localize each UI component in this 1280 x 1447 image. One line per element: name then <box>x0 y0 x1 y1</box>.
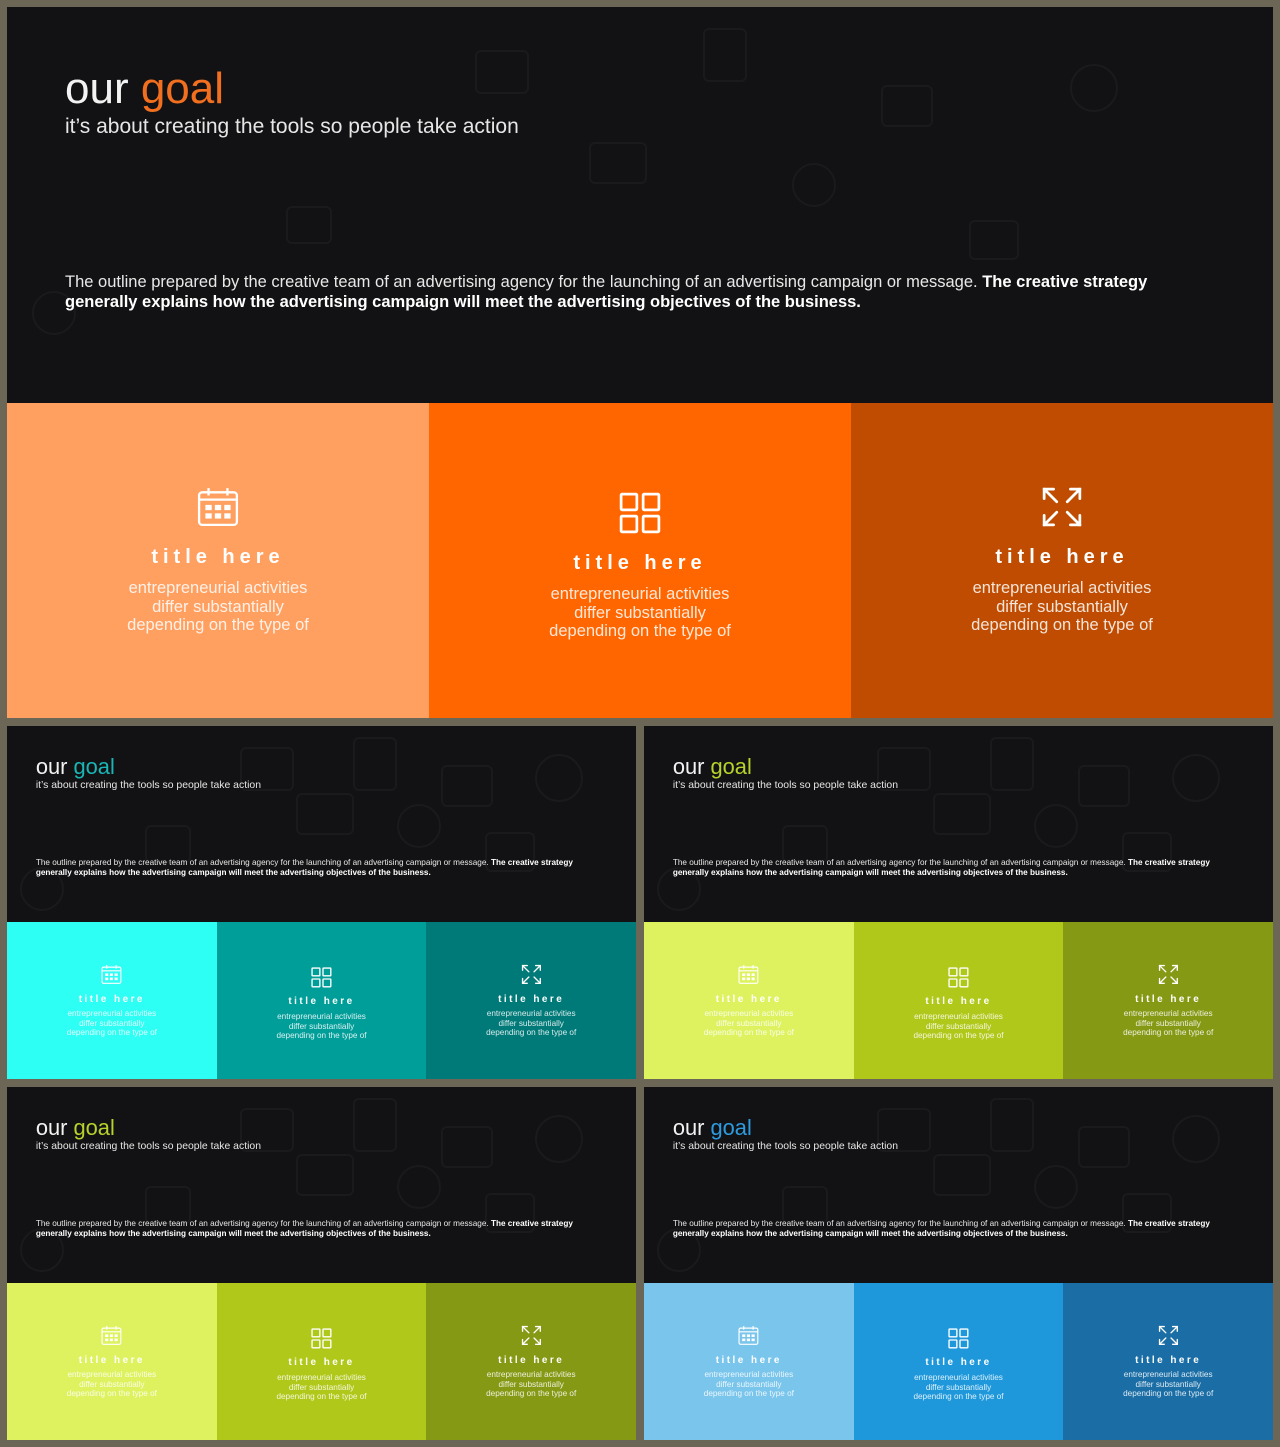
slide-header <box>35 1114 261 1152</box>
panel-description: entrepreneurial activities differ substantially depending on the type of <box>1123 1009 1214 1038</box>
calendar-icon <box>738 1325 759 1346</box>
panel-description: entrepreneurial activities differ substantially depending on the type of <box>66 1370 157 1399</box>
feature-panel-1 <box>7 1283 217 1440</box>
grid-icon <box>311 1328 332 1349</box>
calendar-icon <box>101 1325 122 1346</box>
panel-title: title here <box>78 993 145 1005</box>
slide-subtitle: it’s about creating the tools so people take action <box>35 1140 261 1152</box>
slide-body-text <box>673 858 1225 878</box>
panel-description: entrepreneurial activities differ substantially depending on the type of <box>486 1370 577 1399</box>
feature-panel-1 <box>7 403 429 718</box>
slide-title <box>65 64 519 113</box>
body-bold: The creative strategy generally explains how the advertising campaign will meet the advertising objectives of the business. <box>672 858 1210 878</box>
grid-icon <box>948 1328 969 1349</box>
slide-header <box>672 1114 898 1152</box>
slide-header <box>672 753 898 791</box>
panel-description: entrepreneurial activities differ substantially depending on the type of <box>549 584 731 641</box>
panel-description: entrepreneurial activities differ substantially depending on the type of <box>703 1370 794 1399</box>
title-plain: our <box>65 64 141 113</box>
panel-title: title here <box>1135 1354 1202 1366</box>
expand-arrows-icon <box>1041 486 1083 528</box>
feature-panel-3 <box>851 403 1273 718</box>
panel-title: title here <box>995 545 1129 568</box>
title-accent: goal <box>140 64 225 113</box>
expand-arrows-icon <box>1158 964 1179 985</box>
body-plain: The outline prepared by the creative team of an advertising agency for the launching of an advertising campaign or message. <box>672 858 1128 868</box>
feature-panels <box>7 403 1273 718</box>
panel-title: title here <box>1135 993 1202 1005</box>
title-accent: goal <box>710 753 752 779</box>
panel-description: entrepreneurial activities differ substantially depending on the type of <box>127 578 309 635</box>
body-bold: The creative strategy generally explains how the advertising campaign will meet the advertising objectives of the business. <box>35 1219 573 1239</box>
grid-icon <box>948 967 969 988</box>
title-plain: our <box>35 753 74 779</box>
feature-panel-2 <box>854 1283 1064 1440</box>
title-accent: goal <box>710 1114 752 1140</box>
slide-body-text <box>65 273 1175 313</box>
slide-body-text <box>673 1219 1225 1239</box>
panel-title: title here <box>288 996 355 1008</box>
feature-panel-2 <box>217 922 427 1079</box>
feature-panel-3 <box>1063 1283 1273 1440</box>
title-plain: our <box>35 1114 74 1140</box>
slide-title <box>672 753 898 779</box>
panel-title: title here <box>573 551 707 574</box>
expand-arrows-icon <box>521 1325 542 1346</box>
slide-body-text <box>36 858 588 878</box>
feature-panels <box>644 1283 1273 1440</box>
body-bold: The creative strategy generally explains how the advertising campaign will meet the advertising objectives of the business. <box>65 273 1148 311</box>
title-accent: goal <box>73 1114 115 1140</box>
body-plain: The outline prepared by the creative team of an advertising agency for the launching of an advertising campaign or message. <box>65 273 983 291</box>
slide-body-text <box>36 1219 588 1239</box>
panel-title: title here <box>151 545 285 568</box>
slide-title <box>35 1114 261 1140</box>
slide-subtitle: it’s about creating the tools so people take action <box>672 779 898 791</box>
panel-title: title here <box>925 996 992 1008</box>
panel-description: entrepreneurial activities differ substantially depending on the type of <box>703 1009 794 1038</box>
body-plain: The outline prepared by the creative team of an advertising agency for the launching of an advertising campaign or message. <box>672 1219 1128 1229</box>
grid-icon <box>311 967 332 988</box>
feature-panel-1 <box>644 922 854 1079</box>
panel-description: entrepreneurial activities differ substantially depending on the type of <box>913 1373 1004 1402</box>
title-plain: our <box>672 753 711 779</box>
panel-title: title here <box>288 1357 355 1369</box>
panel-description: entrepreneurial activities differ substantially depending on the type of <box>971 578 1153 635</box>
slide-title <box>35 753 261 779</box>
panel-title: title here <box>925 1357 992 1369</box>
panel-title: title here <box>715 993 782 1005</box>
feature-panel-2 <box>429 403 851 718</box>
feature-panels <box>7 922 636 1079</box>
slide-header <box>35 753 261 791</box>
panel-description: entrepreneurial activities differ substantially depending on the type of <box>486 1009 577 1038</box>
panel-description: entrepreneurial activities differ substantially depending on the type of <box>1123 1370 1214 1399</box>
panel-description: entrepreneurial activities differ substantially depending on the type of <box>913 1012 1004 1041</box>
slide-title <box>672 1114 898 1140</box>
slide-preview-lime-2[interactable] <box>7 1087 636 1440</box>
feature-panel-3 <box>426 922 636 1079</box>
slide-header <box>65 64 519 138</box>
panel-title: title here <box>498 993 565 1005</box>
slide-preview-blue[interactable] <box>644 1087 1273 1440</box>
slide-preview-cyan[interactable] <box>7 726 636 1079</box>
expand-arrows-icon <box>1158 1325 1179 1346</box>
title-accent: goal <box>73 753 115 779</box>
body-bold: The creative strategy generally explains how the advertising campaign will meet the advertising objectives of the business. <box>35 858 573 878</box>
feature-panels <box>7 1283 636 1440</box>
panel-description: entrepreneurial activities differ substantially depending on the type of <box>276 1373 367 1402</box>
feature-panels <box>644 922 1273 1079</box>
title-plain: our <box>672 1114 711 1140</box>
body-bold: The creative strategy generally explains how the advertising campaign will meet the advertising objectives of the business. <box>672 1219 1210 1239</box>
slide-preview-lime-1[interactable] <box>644 726 1273 1079</box>
calendar-icon <box>197 486 239 528</box>
body-plain: The outline prepared by the creative team of an advertising agency for the launching of an advertising campaign or message. <box>35 858 491 868</box>
calendar-icon <box>101 964 122 985</box>
feature-panel-1 <box>7 922 217 1079</box>
panel-title: title here <box>78 1354 145 1366</box>
feature-panel-3 <box>1063 922 1273 1079</box>
panel-title: title here <box>498 1354 565 1366</box>
body-plain: The outline prepared by the creative team of an advertising agency for the launching of an advertising campaign or message. <box>35 1219 491 1229</box>
panel-title: title here <box>715 1354 782 1366</box>
calendar-icon <box>738 964 759 985</box>
slide-preview-orange[interactable] <box>7 7 1273 718</box>
panel-description: entrepreneurial activities differ substantially depending on the type of <box>276 1012 367 1041</box>
feature-panel-1 <box>644 1283 854 1440</box>
feature-panel-2 <box>217 1283 427 1440</box>
slide-subtitle: it’s about creating the tools so people take action <box>35 779 261 791</box>
grid-icon <box>619 492 661 534</box>
slide-subtitle: it’s about creating the tools so people take action <box>672 1140 898 1152</box>
expand-arrows-icon <box>521 964 542 985</box>
panel-description: entrepreneurial activities differ substantially depending on the type of <box>66 1009 157 1038</box>
slide-subtitle: it’s about creating the tools so people take action <box>65 115 519 138</box>
feature-panel-3 <box>426 1283 636 1440</box>
feature-panel-2 <box>854 922 1064 1079</box>
